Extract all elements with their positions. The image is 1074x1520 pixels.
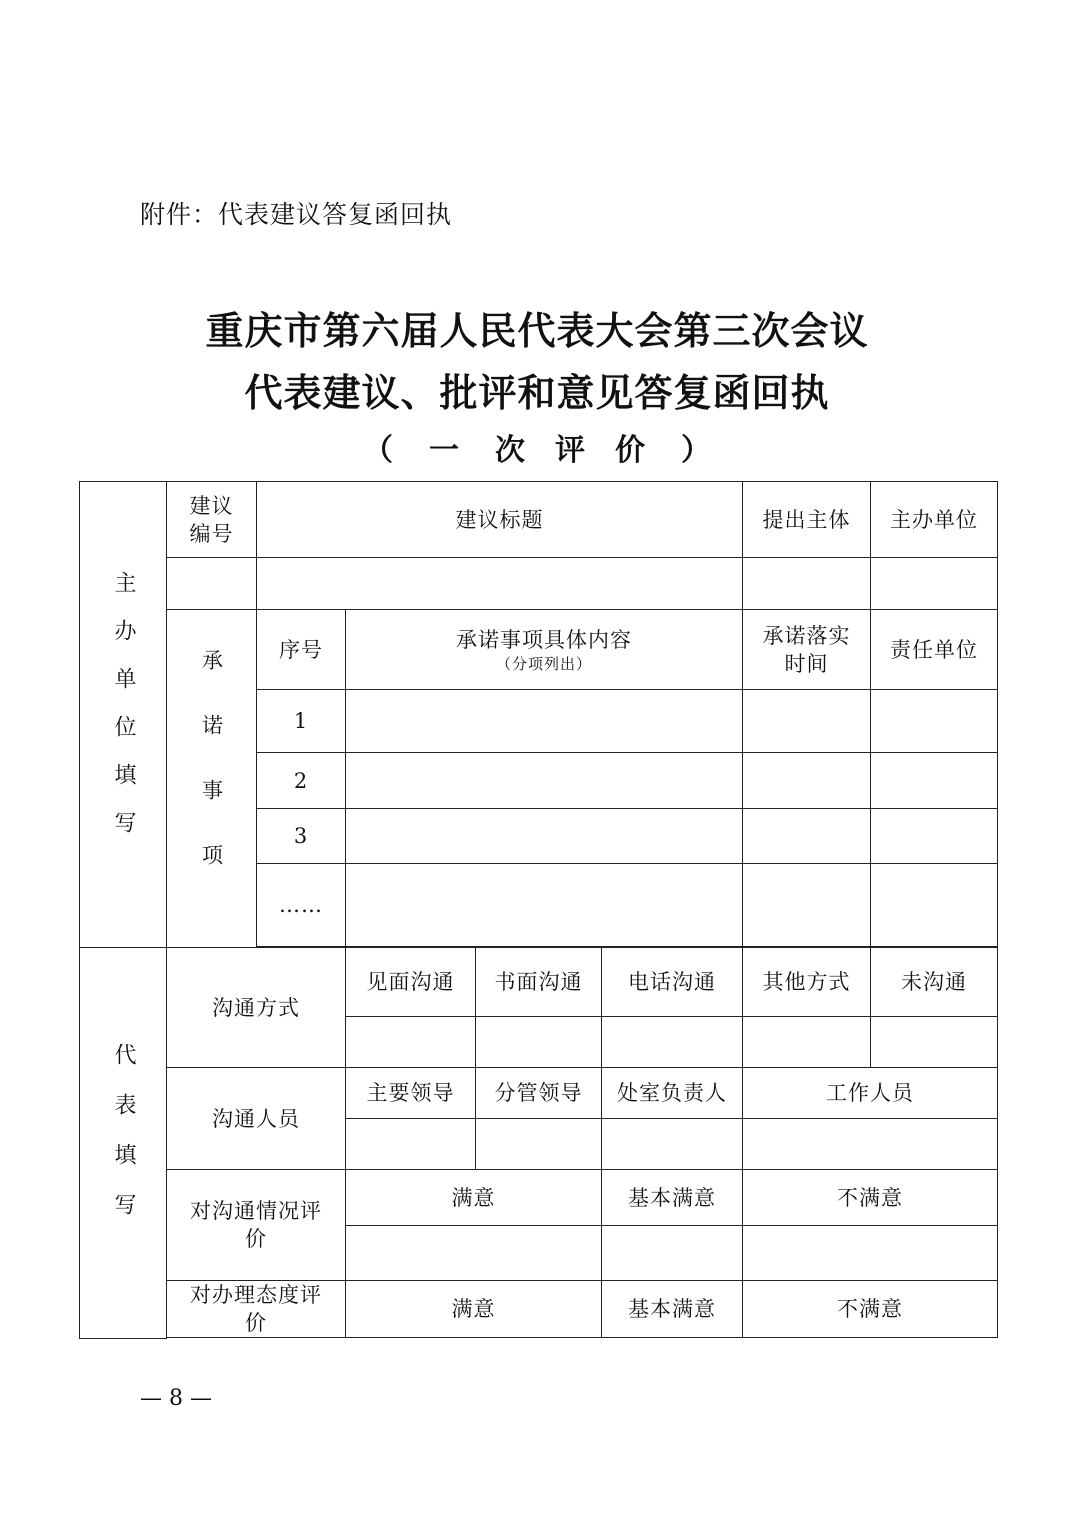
comm-person-option: 分管领导 [476,1068,602,1119]
commitment-time-field[interactable] [743,864,871,947]
section-host-fill: 主办单位填写 [80,482,167,948]
seq-cell: 1 [257,690,346,753]
proposer-header: 提出主体 [743,482,871,558]
comm-method-checkbox[interactable] [743,1017,871,1068]
comm-method-option: 书面沟通 [476,948,602,1017]
comm-eval-option: 满意 [346,1170,602,1226]
commitment-content-field[interactable] [346,690,743,753]
commitment-label: 承诺事项 [167,610,257,948]
seq-cell: 3 [257,809,346,864]
suggestion-no-header: 建议编号 [167,482,257,558]
comm-person-option: 处室负责人 [602,1068,743,1119]
attitude-eval-option[interactable]: 基本满意 [602,1281,743,1338]
suggestion-title-header: 建议标题 [257,482,743,558]
title-line-2: 代表建议、批评和意见答复函回执 [244,370,830,415]
commitment-time-field[interactable] [743,753,871,809]
comm-method-option: 其他方式 [743,948,871,1017]
commitment-content-label: 承诺事项具体内容 [456,627,632,652]
comm-method-label: 沟通方式 [167,948,346,1068]
subtitle [0,425,1074,469]
comm-person-label: 沟通人员 [167,1068,346,1170]
attachment-label: 附件：代表建议答复函回执 [140,200,453,229]
comm-eval-checkbox[interactable] [346,1226,602,1281]
comm-person-checkbox[interactable] [743,1119,998,1170]
seq-cell: …… [257,864,346,947]
comm-person-checkbox[interactable] [476,1119,602,1170]
attitude-eval-option[interactable]: 不满意 [743,1281,998,1338]
subtitle-char: 次 [495,433,525,468]
responsible-unit-header: 责任单位 [871,610,998,690]
attitude-eval-label: 对办理态度评价 [167,1281,346,1338]
host-unit-field[interactable] [871,558,998,610]
commitment-content-field[interactable] [346,864,743,947]
subtitle-char: 评 [555,433,585,468]
seq-header: 序号 [257,610,346,690]
comm-method-option: 未沟通 [871,948,998,1017]
comm-method-checkbox[interactable] [871,1017,998,1068]
commitment-content-header [346,610,743,690]
comm-method-option: 电话沟通 [602,948,743,1017]
responsible-unit-field[interactable] [871,809,998,864]
comm-method-option: 见面沟通 [346,948,476,1017]
responsible-unit-field[interactable] [871,864,998,947]
attitude-eval-option[interactable]: 满意 [346,1281,602,1338]
commitment-time-header: 承诺落实时间 [743,610,871,690]
subtitle-char: ） [681,433,711,468]
comm-eval-checkbox[interactable] [602,1226,743,1281]
title-line-1: 重庆市第六届人民代表大会第三次会议 [205,308,869,353]
comm-person-checkbox[interactable] [346,1119,476,1170]
comm-method-checkbox[interactable] [346,1017,476,1068]
subtitle-char: 一 [429,433,459,468]
comm-eval-option: 基本满意 [602,1170,743,1226]
responsible-unit-field[interactable] [871,690,998,753]
comm-person-option: 工作人员 [743,1068,998,1119]
commitment-content-field[interactable] [346,809,743,864]
comm-eval-option: 不满意 [743,1170,998,1226]
comm-person-option: 主要领导 [346,1068,476,1119]
comm-method-checkbox[interactable] [602,1017,743,1068]
reply-receipt-form [79,481,998,1339]
comm-method-checkbox[interactable] [476,1017,602,1068]
responsible-unit-field[interactable] [871,753,998,809]
comm-eval-checkbox[interactable] [743,1226,998,1281]
comm-person-checkbox[interactable] [602,1119,743,1170]
commitment-content-field[interactable] [346,753,743,809]
section-rep-fill: 代表填写 [80,948,167,1339]
comm-eval-label: 对沟通情况评价 [167,1170,346,1281]
seq-cell: 2 [257,753,346,809]
commitment-content-note: （分项列出） [495,654,592,673]
page-number: — 8 — [140,1386,212,1411]
subtitle-char: 价 [615,433,645,468]
proposer-field[interactable] [743,558,871,610]
commitment-time-field[interactable] [743,690,871,753]
suggestion-no-field[interactable] [167,558,257,610]
suggestion-title-field[interactable] [257,558,743,610]
subtitle-char: （ [363,433,393,468]
host-unit-header: 主办单位 [871,482,998,558]
commitment-time-field[interactable] [743,809,871,864]
